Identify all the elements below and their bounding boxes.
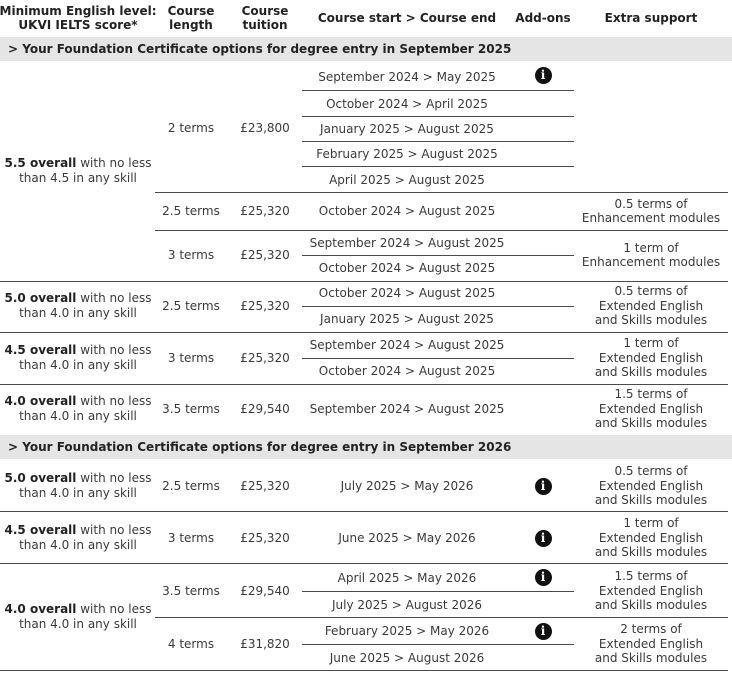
extra-support: 1.5 terms of Extended English and Skills modules xyxy=(594,387,708,431)
course-length: 3.5 terms xyxy=(162,402,220,416)
course-length: 3 terms xyxy=(167,531,215,545)
course-dates: October 2024 > August 2025 xyxy=(318,204,496,218)
course-dates: January 2025 > August 2025 xyxy=(320,312,494,326)
course-tuition: £31,820 xyxy=(240,637,290,651)
row-divider xyxy=(155,230,728,231)
course-dates: October 2024 > April 2025 xyxy=(326,97,488,111)
course-tuition: £25,320 xyxy=(240,531,290,545)
course-dates: September 2024 > August 2025 xyxy=(309,402,505,416)
course-dates: April 2025 > May 2026 xyxy=(337,571,477,585)
course-dates: July 2025 > August 2026 xyxy=(332,598,482,612)
course-tuition: £25,320 xyxy=(240,479,290,493)
course-dates: September 2024 > May 2025 xyxy=(318,70,496,84)
extra-support: 1 term of Extended English and Skills modules xyxy=(594,336,708,380)
course-dates: February 2025 > August 2025 xyxy=(316,147,498,161)
row-divider xyxy=(302,166,574,167)
ielts-level: 5.0 overall with no less than 4.0 in any skill xyxy=(4,291,152,320)
row-divider xyxy=(0,332,728,333)
header-course-length: Course length xyxy=(167,4,215,32)
course-tuition: £25,320 xyxy=(240,299,290,313)
row-divider xyxy=(155,192,728,193)
ielts-level: 4.5 overall with no less than 4.0 in any skill xyxy=(4,343,152,372)
course-dates: February 2025 > May 2026 xyxy=(324,624,490,638)
row-divider xyxy=(302,358,574,359)
header-ielts-level: Minimum English level: UKVI IELTS score* xyxy=(0,4,157,32)
course-dates: April 2025 > August 2025 xyxy=(329,173,485,187)
course-length: 2 terms xyxy=(167,121,215,135)
section-header xyxy=(0,37,732,61)
course-dates: June 2025 > August 2026 xyxy=(329,651,485,665)
info-icon[interactable]: i xyxy=(535,530,552,547)
row-divider xyxy=(302,306,574,307)
row-divider xyxy=(302,141,574,142)
course-length: 2.5 terms xyxy=(162,479,220,493)
course-dates: July 2025 > May 2026 xyxy=(340,479,474,493)
extra-support: 2 terms of Extended English and Skills modules xyxy=(594,622,708,666)
course-length: 3 terms xyxy=(167,248,215,262)
course-dates: October 2024 > August 2025 xyxy=(318,364,496,378)
section-title: > Your Foundation Certificate options for degree entry in September 2026 xyxy=(8,440,512,454)
section-title: > Your Foundation Certificate options for degree entry in September 2025 xyxy=(8,42,512,56)
course-tuition: £25,320 xyxy=(240,204,290,218)
course-tuition: £29,540 xyxy=(240,402,290,416)
row-divider xyxy=(302,255,574,256)
header-addons: Add-ons xyxy=(515,11,571,25)
extra-support: 1.5 terms of Extended English and Skills modules xyxy=(594,569,708,613)
row-divider xyxy=(302,591,574,592)
header-course-tuition: Course tuition xyxy=(241,4,289,32)
row-divider xyxy=(302,90,574,91)
course-tuition: £25,320 xyxy=(240,351,290,365)
extra-support: 0.5 terms of Enhancement modules xyxy=(581,196,721,225)
extra-support: 0.5 terms of Extended English and Skills modules xyxy=(594,284,708,328)
ielts-level: 4.5 overall with no less than 4.0 in any skill xyxy=(4,523,152,552)
course-tuition: £23,800 xyxy=(240,121,290,135)
course-length: 2.5 terms xyxy=(162,204,220,218)
course-dates: June 2025 > May 2026 xyxy=(338,531,476,545)
row-divider xyxy=(302,644,574,645)
course-dates: September 2024 > August 2025 xyxy=(309,236,505,250)
ielts-level: 4.0 overall with no less than 4.0 in any skill xyxy=(4,602,152,631)
ielts-level: 5.0 overall with no less than 4.0 in any skill xyxy=(4,471,152,500)
row-divider xyxy=(0,281,728,282)
ielts-level: 5.5 overall with no less than 4.5 in any skill xyxy=(4,156,152,185)
ielts-level: 4.0 overall with no less than 4.0 in any skill xyxy=(4,394,152,423)
course-tuition: £29,540 xyxy=(240,584,290,598)
info-icon[interactable]: i xyxy=(535,67,552,84)
info-icon[interactable]: i xyxy=(535,478,552,495)
course-length: 4 terms xyxy=(167,637,215,651)
info-icon[interactable]: i xyxy=(535,569,552,586)
course-length: 2.5 terms xyxy=(162,299,220,313)
extra-support: 1 term of Enhancement modules xyxy=(581,240,721,269)
course-dates: January 2025 > August 2025 xyxy=(320,122,494,136)
row-divider xyxy=(0,670,728,671)
row-divider xyxy=(0,384,728,385)
course-length: 3.5 terms xyxy=(162,584,220,598)
row-divider xyxy=(0,563,728,564)
row-divider xyxy=(0,511,728,512)
course-dates: October 2024 > August 2025 xyxy=(318,261,496,275)
course-dates: October 2024 > August 2025 xyxy=(318,286,496,300)
course-tuition: £25,320 xyxy=(240,248,290,262)
extra-support: 0.5 terms of Extended English and Skills modules xyxy=(594,464,708,508)
course-dates: September 2024 > August 2025 xyxy=(309,338,505,352)
course-length: 3 terms xyxy=(167,351,215,365)
header-extra-support: Extra support xyxy=(604,11,698,25)
info-icon[interactable]: i xyxy=(535,623,552,640)
section-header xyxy=(0,435,732,459)
extra-support: 1 term of Extended English and Skills modules xyxy=(594,516,708,560)
row-divider xyxy=(155,617,728,618)
row-divider xyxy=(302,116,574,117)
header-course-dates: Course start > Course end xyxy=(317,11,497,25)
